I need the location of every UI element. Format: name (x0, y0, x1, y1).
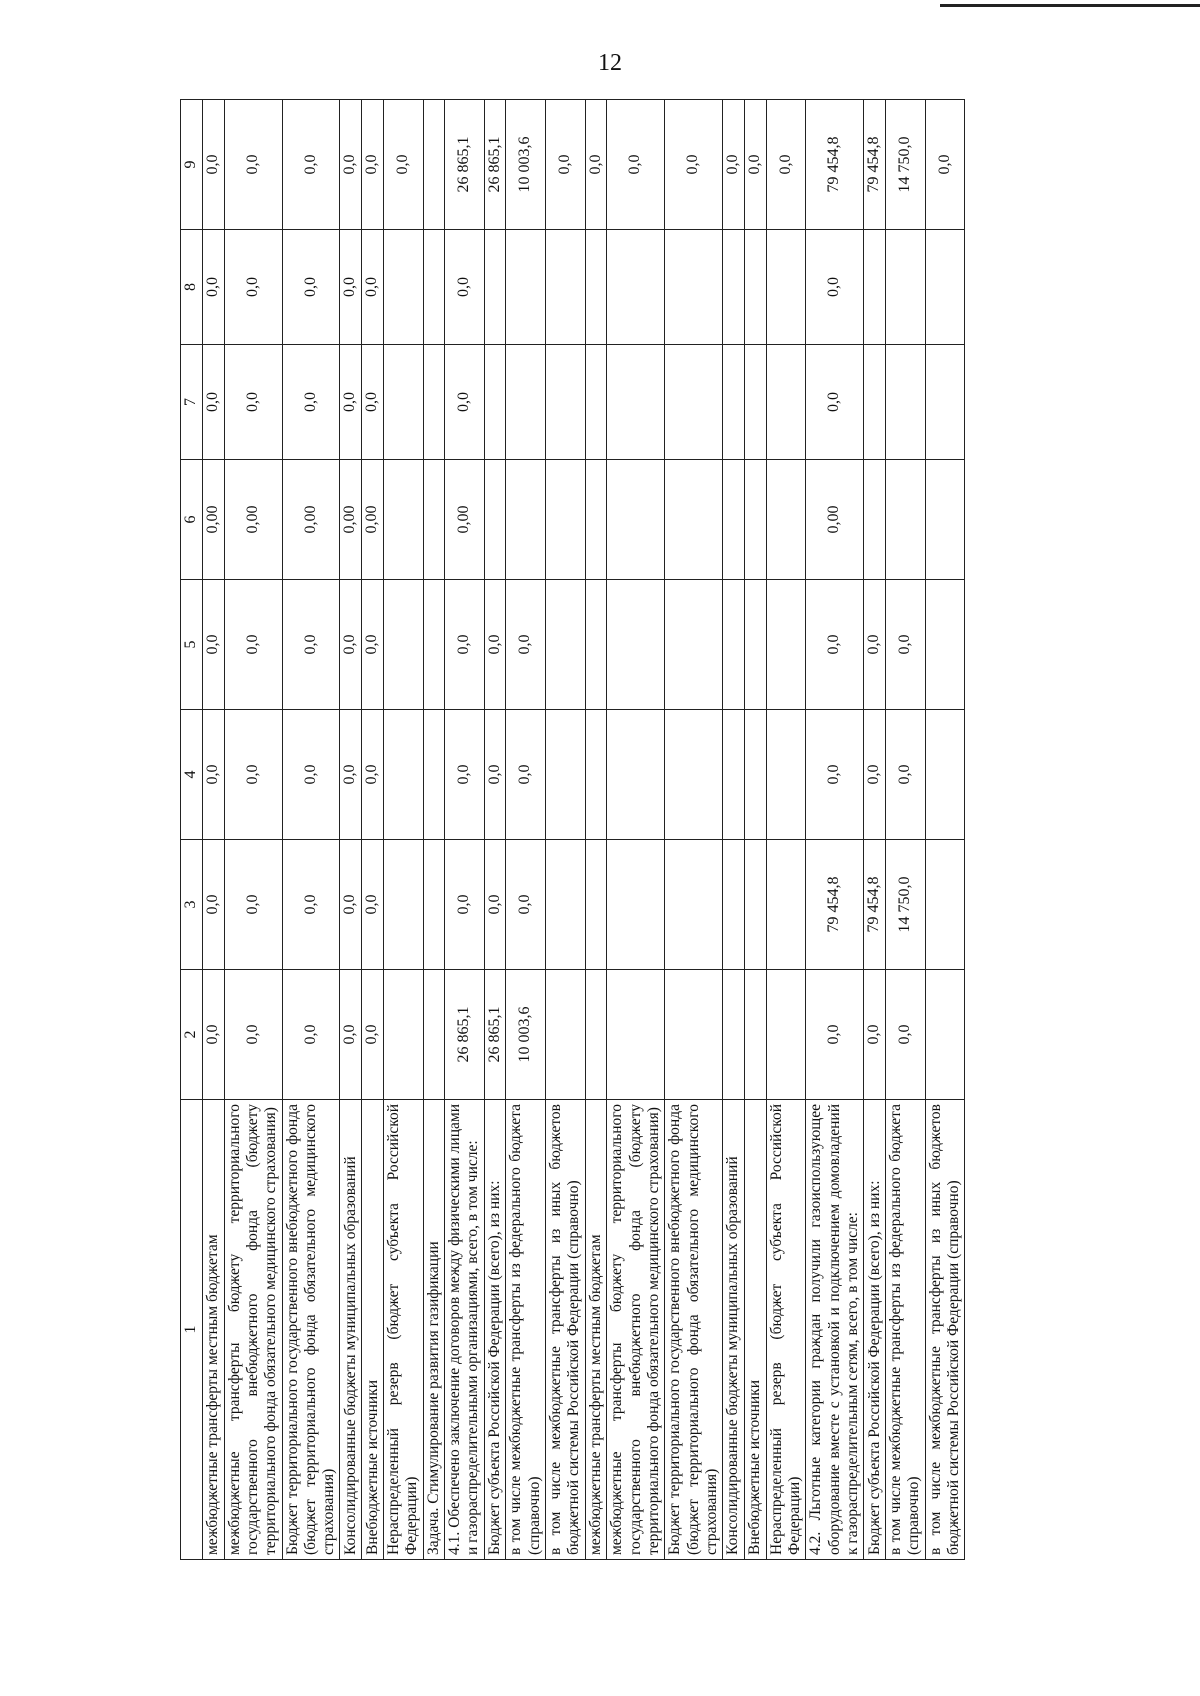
cell-value: 0,0 (384, 100, 424, 230)
cell-value (607, 460, 665, 580)
cell-value (745, 970, 767, 1100)
cell-value: 0,0 (806, 710, 864, 840)
table-row (723, 100, 745, 1560)
cell-value: 0,0 (864, 580, 886, 710)
cell-value (925, 345, 965, 460)
row-label: межбюджетные трансферты местным бюджетам (585, 1100, 607, 1560)
cell-value (766, 460, 806, 580)
cell-value: 0,0 (224, 840, 282, 970)
table-row (546, 100, 586, 1560)
cell-value (585, 970, 607, 1100)
cell-value: 0,00 (282, 460, 340, 580)
cell-value (864, 460, 886, 580)
cell-value: 0,0 (745, 100, 767, 230)
table-row (745, 100, 767, 1560)
cell-value (607, 230, 665, 345)
cell-value: 0,0 (282, 345, 340, 460)
table-row (484, 100, 506, 1560)
column-header: 7 (181, 345, 203, 460)
cell-value: 0,0 (202, 100, 224, 230)
cell-value (925, 580, 965, 710)
cell-value (766, 345, 806, 460)
cell-value (665, 230, 723, 345)
cell-value (766, 970, 806, 1100)
cell-value (886, 460, 926, 580)
cell-value (665, 840, 723, 970)
row-label: Внебюджетные источники (362, 1100, 384, 1560)
cell-value (384, 840, 424, 970)
cell-value: 0,0 (886, 710, 926, 840)
cell-value: 0,0 (282, 580, 340, 710)
cell-value: 0,0 (362, 230, 384, 345)
cell-value (546, 710, 586, 840)
column-header: 4 (181, 710, 203, 840)
cell-value: 0,0 (202, 345, 224, 460)
cell-value (925, 840, 965, 970)
row-label: 4.1. Обеспечено заключение договоров между физическими лицами и газораспределительными организациями, всего, в том числе: (445, 1100, 485, 1560)
cell-value (585, 460, 607, 580)
header-row (181, 100, 203, 1560)
cell-value (723, 580, 745, 710)
cell-value (423, 710, 444, 840)
cell-value: 0,0 (766, 100, 806, 230)
row-label: межбюджетные трансферты бюджету территориального государственного внебюджетного фонда (бюджету территориального фонда обязательного медицинского страхования) (224, 1100, 282, 1560)
cell-value: 26 865,1 (445, 100, 485, 230)
cell-value (665, 460, 723, 580)
cell-value: 0,0 (340, 580, 362, 710)
cell-value: 0,0 (362, 710, 384, 840)
cell-value: 0,0 (340, 710, 362, 840)
cell-value (607, 580, 665, 710)
cell-value: 0,0 (202, 840, 224, 970)
cell-value (506, 345, 546, 460)
cell-value (546, 580, 586, 710)
cell-value: 79 454,8 (864, 840, 886, 970)
cell-value: 79 454,8 (806, 100, 864, 230)
cell-value (484, 230, 506, 345)
cell-value: 26 865,1 (484, 100, 506, 230)
table-row (340, 100, 362, 1560)
cell-value (384, 230, 424, 345)
table-row (362, 100, 384, 1560)
cell-value: 0,0 (362, 840, 384, 970)
cell-value: 0,0 (340, 345, 362, 460)
cell-value (484, 345, 506, 460)
cell-value: 0,0 (925, 100, 965, 230)
table-row (202, 100, 224, 1560)
cell-value (423, 230, 444, 345)
row-label: Нераспределенный резерв (бюджет субъекта Российской Федерации) (384, 1100, 424, 1560)
table-row (506, 100, 546, 1560)
cell-value: 0,0 (224, 100, 282, 230)
table-body (202, 100, 964, 1560)
cell-value (546, 840, 586, 970)
cell-value: 10 003,6 (506, 970, 546, 1100)
row-label: в том числе межбюджетные трансферты из федерального бюджета (справочно) (506, 1100, 546, 1560)
cell-value: 0,0 (506, 710, 546, 840)
cell-value (745, 460, 767, 580)
cell-value (723, 710, 745, 840)
cell-value: 79 454,8 (864, 100, 886, 230)
cell-value: 0,0 (445, 345, 485, 460)
column-header: 2 (181, 970, 203, 1100)
cell-value: 0,0 (484, 840, 506, 970)
cell-value (423, 460, 444, 580)
row-label: Бюджет субъекта Российской Федерации (всего), из них: (484, 1100, 506, 1560)
cell-value: 26 865,1 (445, 970, 485, 1100)
cell-value: 0,0 (224, 345, 282, 460)
cell-value (745, 710, 767, 840)
cell-value (665, 580, 723, 710)
cell-value: 0,0 (202, 580, 224, 710)
row-label: 4.2. Льготные категории граждан получили газоиспользующее оборудование вместе с установкой и подключением домовладений к газораспределительным сетям, всего, в том числе: (806, 1100, 864, 1560)
column-header: 3 (181, 840, 203, 970)
cell-value: 0,0 (340, 230, 362, 345)
cell-value (607, 345, 665, 460)
cell-value: 0,0 (282, 710, 340, 840)
table-row (384, 100, 424, 1560)
cell-value: 0,0 (864, 710, 886, 840)
cell-value: 26 865,1 (484, 970, 506, 1100)
cell-value: 0,00 (806, 460, 864, 580)
cell-value (506, 230, 546, 345)
page-number: 12 (598, 50, 622, 76)
cell-value: 0,0 (224, 710, 282, 840)
cell-value (723, 230, 745, 345)
cell-value (766, 710, 806, 840)
cell-value (546, 230, 586, 345)
cell-value: 14 750,0 (886, 100, 926, 230)
table-row (864, 100, 886, 1560)
top-rule (940, 4, 1200, 7)
cell-value (546, 345, 586, 460)
cell-value: 0,0 (806, 230, 864, 345)
cell-value: 0,0 (484, 710, 506, 840)
cell-value: 0,0 (886, 970, 926, 1100)
table-row (607, 100, 665, 1560)
table-row (445, 100, 485, 1560)
table-row (224, 100, 282, 1560)
table-row (665, 100, 723, 1560)
row-label: Консолидированные бюджеты муниципальных образований (340, 1100, 362, 1560)
cell-value: 0,00 (340, 460, 362, 580)
cell-value (723, 460, 745, 580)
cell-value: 0,0 (224, 970, 282, 1100)
cell-value (745, 580, 767, 710)
cell-value: 0,0 (282, 230, 340, 345)
row-label: в том числе межбюджетные трансферты из иных бюджетов бюджетной системы Российской Федерации (справочно) (546, 1100, 586, 1560)
cell-value: 0,0 (585, 100, 607, 230)
cell-value (423, 840, 444, 970)
cell-value (766, 580, 806, 710)
cell-value: 0,0 (546, 100, 586, 230)
cell-value: 0,0 (202, 230, 224, 345)
cell-value (384, 460, 424, 580)
column-header: 6 (181, 460, 203, 580)
cell-value: 0,0 (806, 345, 864, 460)
cell-value: 0,0 (864, 970, 886, 1100)
table-row (585, 100, 607, 1560)
budget-table (180, 99, 965, 1560)
table-row (766, 100, 806, 1560)
cell-value: 0,00 (362, 460, 384, 580)
cell-value: 0,0 (362, 970, 384, 1100)
cell-value (723, 840, 745, 970)
cell-value (745, 840, 767, 970)
cell-value (745, 230, 767, 345)
cell-value (585, 345, 607, 460)
cell-value: 0,0 (362, 100, 384, 230)
cell-value (384, 970, 424, 1100)
cell-value (864, 345, 886, 460)
cell-value (423, 970, 444, 1100)
cell-value: 0,0 (282, 970, 340, 1100)
table-row (925, 100, 965, 1560)
cell-value (506, 460, 546, 580)
column-header: 8 (181, 230, 203, 345)
cell-value (665, 970, 723, 1100)
cell-value (607, 970, 665, 1100)
cell-value (585, 230, 607, 345)
cell-value: 0,00 (202, 460, 224, 580)
cell-value: 14 750,0 (886, 840, 926, 970)
cell-value (925, 970, 965, 1100)
cell-value: 0,0 (282, 100, 340, 230)
cell-value (745, 345, 767, 460)
cell-value (423, 345, 444, 460)
cell-value: 10 003,6 (506, 100, 546, 230)
row-label: Консолидированные бюджеты муниципальных образований (723, 1100, 745, 1560)
cell-value (925, 230, 965, 345)
cell-value (484, 460, 506, 580)
cell-value (864, 230, 886, 345)
cell-value: 0,0 (224, 580, 282, 710)
cell-value (585, 710, 607, 840)
cell-value (423, 100, 444, 230)
cell-value: 0,0 (340, 840, 362, 970)
cell-value: 0,0 (607, 100, 665, 230)
cell-value (546, 460, 586, 580)
cell-value (384, 580, 424, 710)
cell-value (665, 345, 723, 460)
cell-value: 0,0 (445, 230, 485, 345)
cell-value (384, 710, 424, 840)
cell-value: 0,0 (886, 580, 926, 710)
row-label: в том числе межбюджетные трансферты из иных бюджетов бюджетной системы Российской Федерации (справочно) (925, 1100, 965, 1560)
column-header: 5 (181, 580, 203, 710)
cell-value: 0,0 (806, 970, 864, 1100)
cell-value (423, 580, 444, 710)
cell-value: 0,0 (723, 100, 745, 230)
cell-value (925, 460, 965, 580)
cell-value (723, 345, 745, 460)
cell-value: 79 454,8 (806, 840, 864, 970)
row-label: в том числе межбюджетные трансферты из федерального бюджета (справочно) (886, 1100, 926, 1560)
cell-value: 0,0 (340, 970, 362, 1100)
cell-value: 0,0 (202, 710, 224, 840)
cell-value: 0,00 (224, 460, 282, 580)
cell-value (886, 230, 926, 345)
cell-value (384, 345, 424, 460)
cell-value (766, 230, 806, 345)
cell-value (607, 840, 665, 970)
cell-value: 0,0 (445, 710, 485, 840)
column-header: 1 (181, 1100, 203, 1560)
row-label: Внебюджетные источники (745, 1100, 767, 1560)
cell-value: 0,0 (665, 100, 723, 230)
cell-value (607, 710, 665, 840)
row-label: Задача. Стимулирование развития газификации (423, 1100, 444, 1560)
cell-value: 0,0 (202, 970, 224, 1100)
row-label: Бюджет территориального государственного внебюджетного фонда (бюджет территориального фонда обязательного медицинского страхования) (282, 1100, 340, 1560)
cell-value (665, 710, 723, 840)
row-label: Бюджет территориального государственного внебюджетного фонда (бюджет территориального фонда обязательного медицинского страхования) (665, 1100, 723, 1560)
column-header: 9 (181, 100, 203, 230)
table-row (423, 100, 444, 1560)
table-row (806, 100, 864, 1560)
cell-value: 0,0 (445, 840, 485, 970)
cell-value (723, 970, 745, 1100)
cell-value: 0,0 (506, 580, 546, 710)
cell-value (585, 580, 607, 710)
cell-value: 0,0 (506, 840, 546, 970)
row-label: Бюджет субъекта Российской Федерации (всего), из них: (864, 1100, 886, 1560)
cell-value (546, 970, 586, 1100)
cell-value (886, 345, 926, 460)
table-row (886, 100, 926, 1560)
cell-value: 0,0 (224, 230, 282, 345)
cell-value (925, 710, 965, 840)
row-label: межбюджетные трансферты бюджету территориального государственного внебюджетного фонда (бюджету территориального фонда обязательного медицинского страхования) (607, 1100, 665, 1560)
cell-value: 0,0 (362, 345, 384, 460)
cell-value: 0,0 (484, 580, 506, 710)
cell-value: 0,0 (445, 580, 485, 710)
row-label: межбюджетные трансферты местным бюджетам (202, 1100, 224, 1560)
cell-value: 0,0 (806, 580, 864, 710)
row-label: Нераспределенный резерв (бюджет субъекта Российской Федерации) (766, 1100, 806, 1560)
table-row (282, 100, 340, 1560)
cell-value: 0,0 (282, 840, 340, 970)
cell-value: 0,00 (445, 460, 485, 580)
cell-value (766, 840, 806, 970)
rotated-table-wrapper (180, 100, 1090, 1560)
cell-value: 0,0 (362, 580, 384, 710)
cell-value (585, 840, 607, 970)
cell-value: 0,0 (340, 100, 362, 230)
